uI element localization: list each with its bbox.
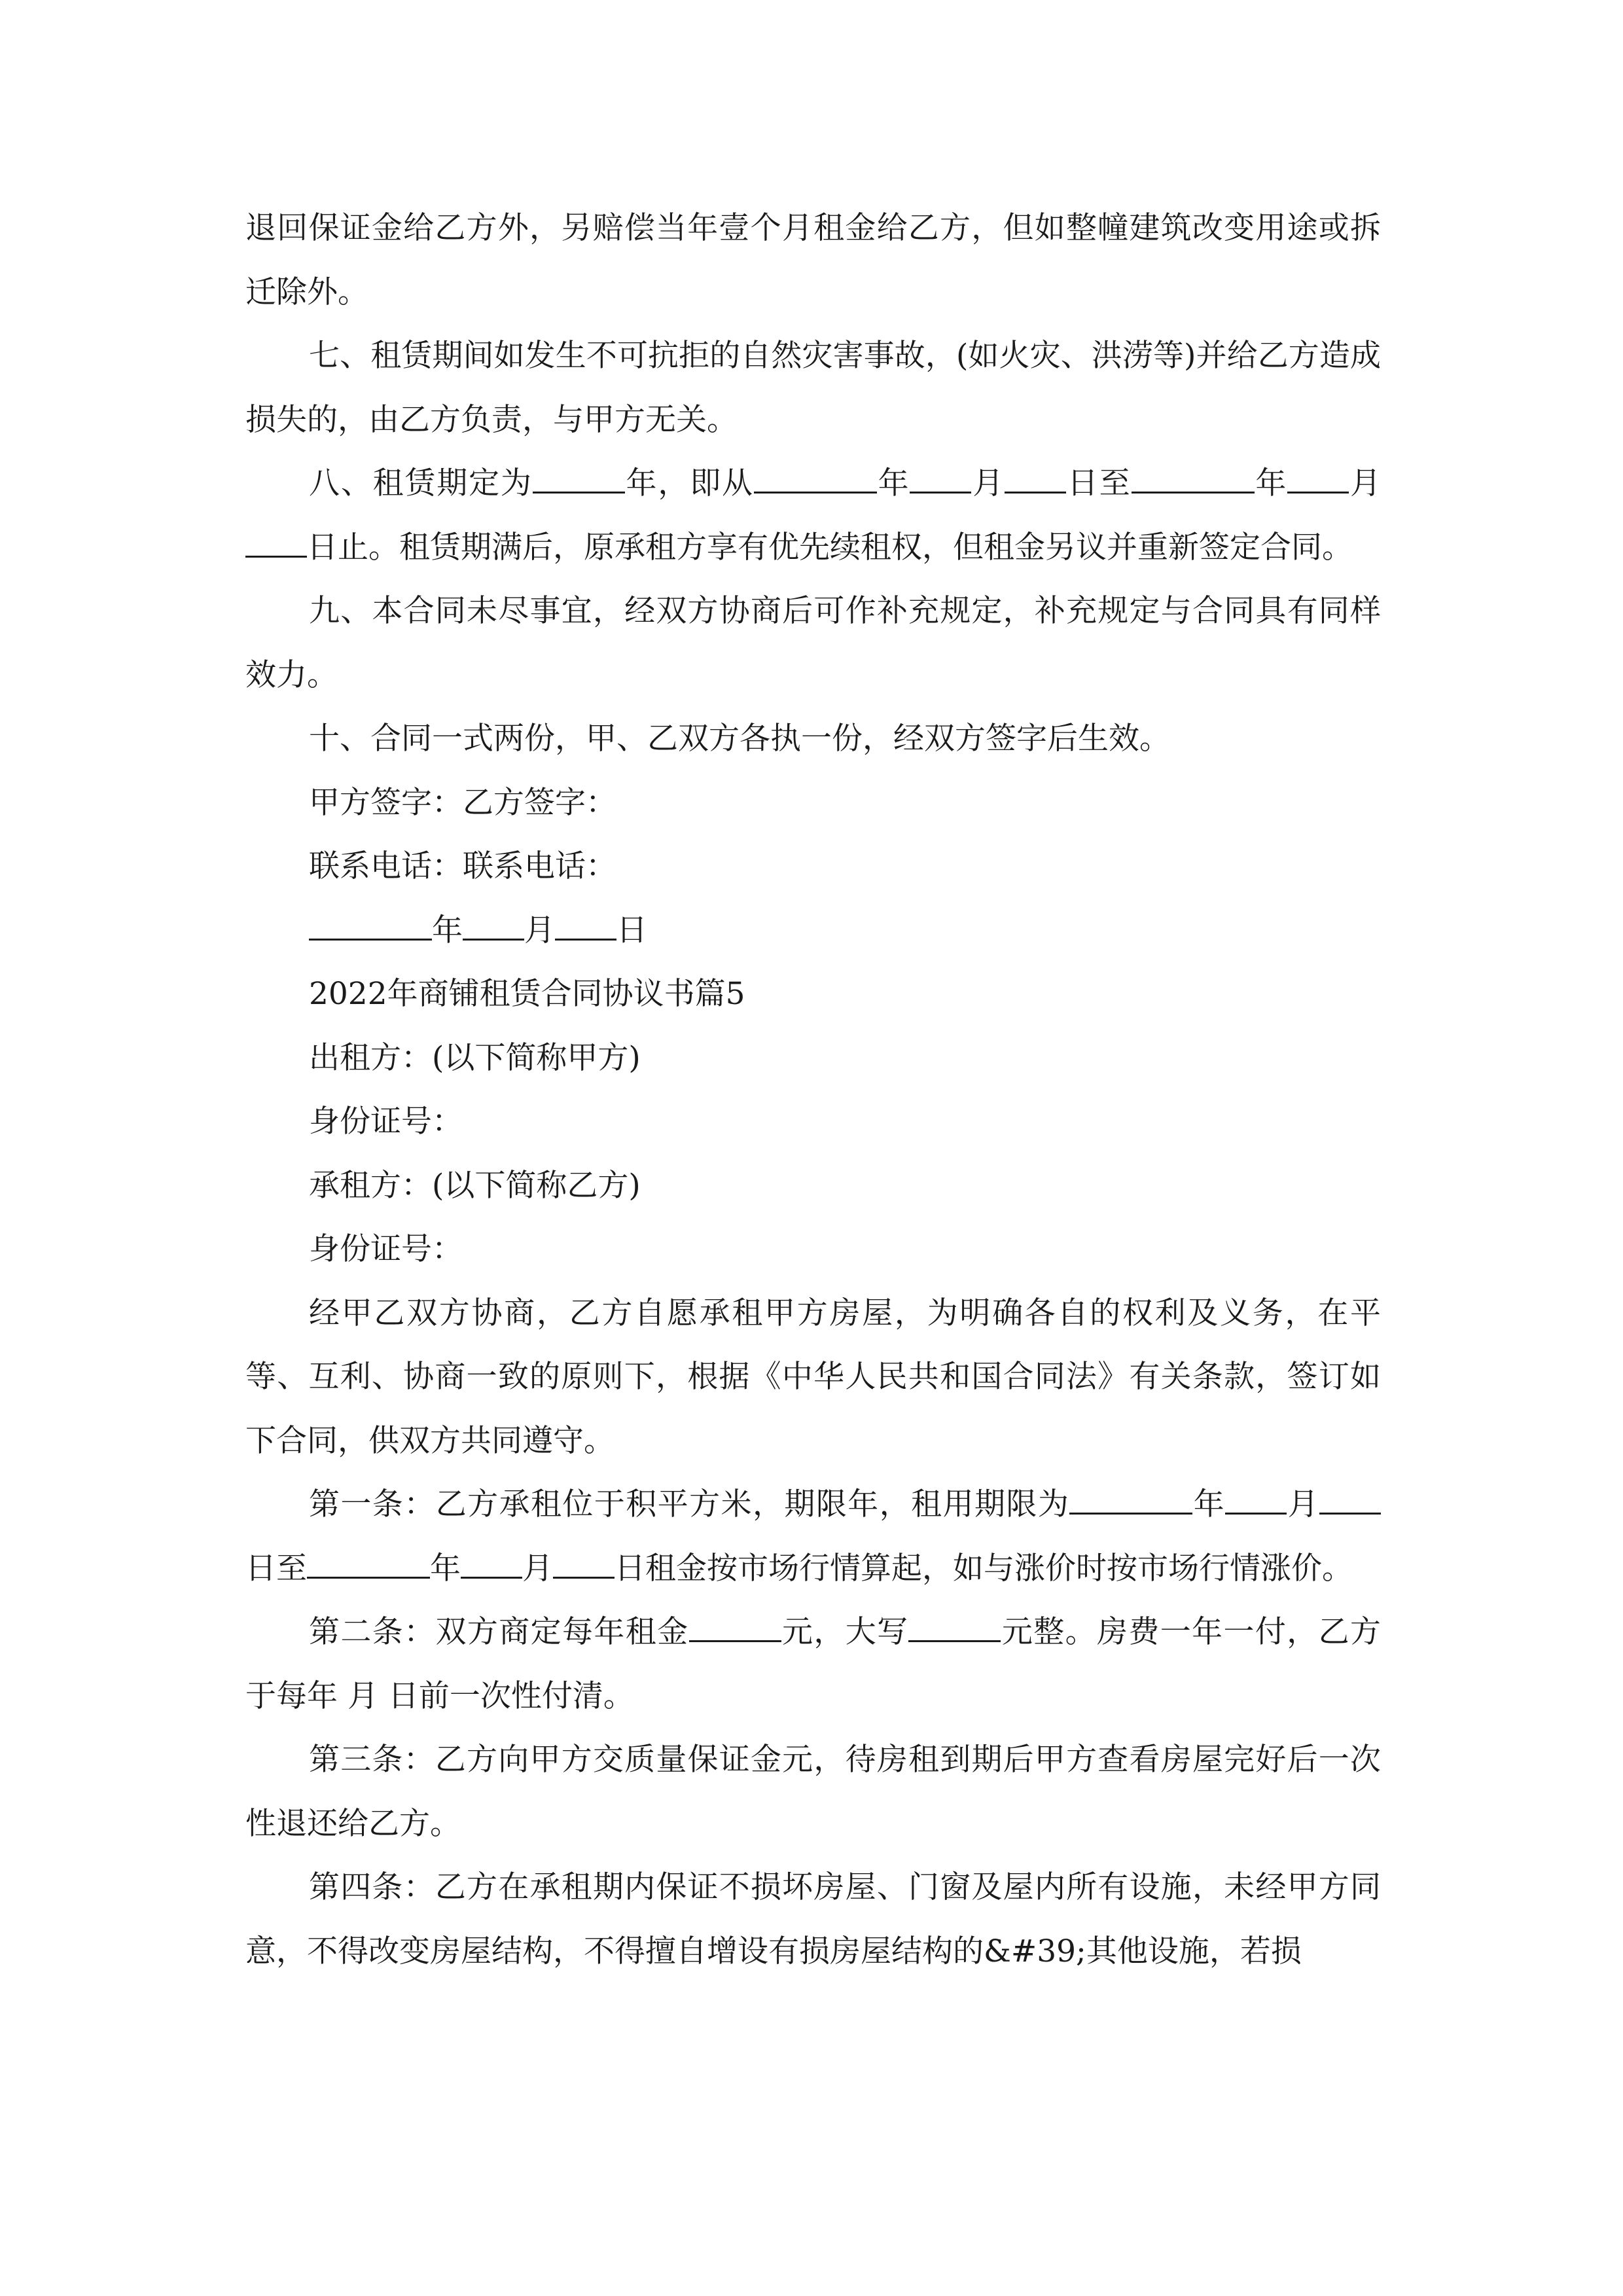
blank-sign-day: [555, 909, 616, 941]
blank-end-day: [245, 526, 307, 558]
blank-end-month: [1287, 462, 1349, 493]
blank-end-year: [1132, 462, 1255, 493]
article-two: 第二条：双方商定每年租金 元，大写 元整。房费一年一付，乙方于每年 月 日前一次性付清。: [245, 1600, 1381, 1728]
blank-years: [533, 462, 625, 493]
blank-a1-end-month: [461, 1547, 522, 1579]
article-one: 第一条：乙方承租位于积平方米，期限年，租用期限为 年 月日至 年 月 日租金按市场行情算起，如与涨价时按市场行情涨价。: [245, 1473, 1381, 1600]
blank-start-month: [910, 462, 971, 493]
blank-a1-end-day: [553, 1547, 615, 1579]
article-four: 第四条：乙方在承租期内保证不损坏房屋、门窗及屋内所有设施，未经甲方同意，不得改变房屋结构，不得擅自增设有损房屋结构的&#39;其他设施，若损: [245, 1869, 1381, 1969]
signature-line: 甲方签字：乙方签字：: [309, 784, 616, 821]
blank-start-year: [754, 462, 877, 493]
lessee-line: 承租方：(以下简称乙方): [309, 1167, 641, 1204]
contact-phone-line: 联系电话：联系电话：: [309, 848, 616, 884]
clause-seven: 七、租赁期间如发生不可抗拒的自然灾害事故，(如火灾、洪涝等)并给乙方造成损失的，由乙方负责，与甲方无关。: [245, 338, 1381, 438]
blank-a1-start-day: [1319, 1483, 1381, 1515]
preamble-paragraph: 经甲乙双方协商，乙方自愿承租甲方房屋，为明确各自的权利及义务，在平等、互利、协商一致的原则下，根据《中华人民共和国合同法》有关条款，签订如下合同，供双方共同遵守。: [245, 1295, 1381, 1459]
lessee-id-line: 身份证号：: [309, 1231, 463, 1267]
blank-a1-start-month: [1225, 1483, 1287, 1515]
clause-ten: 十、合同一式两份，甲、乙双方各执一份，经双方签字后生效。: [309, 721, 1170, 757]
date-line: 年 月 日: [245, 899, 1381, 963]
blank-sign-month: [463, 909, 524, 941]
section-title: 2022年商铺租赁合同协议书篇5: [309, 976, 745, 1012]
article-three: 第三条：乙方向甲方交质量保证金元，待房租到期后甲方查看房屋完好后一次性退还给乙方。: [245, 1742, 1381, 1842]
lessor-line: 出租方：(以下简称甲方): [309, 1039, 641, 1076]
blank-start-day: [1005, 462, 1066, 493]
clause-eight: 八、租赁期定为 年，即从 年 月 日至 年 月日止。租赁期满后，原承租方享有优先续租权，但租金另议并重新签定合同。: [245, 452, 1381, 579]
blank-rent-capital: [908, 1611, 1001, 1642]
blank-a1-end-year: [307, 1547, 430, 1579]
paragraph-return-deposit: 退回保证金给乙方外，另赔偿当年壹个月租金给乙方，但如整幢建筑改变用途或拆迁除外。: [245, 210, 1381, 310]
blank-sign-year: [309, 909, 432, 941]
blank-rent-amount: [689, 1611, 781, 1642]
document-body: [245, 196, 1381, 1983]
clause-nine: 九、本合同未尽事宜，经双方协商后可作补充规定，补充规定与合同具有同样效力。: [245, 593, 1381, 693]
blank-a1-start-year: [1069, 1483, 1192, 1515]
lessor-id-line: 身份证号：: [309, 1103, 463, 1139]
